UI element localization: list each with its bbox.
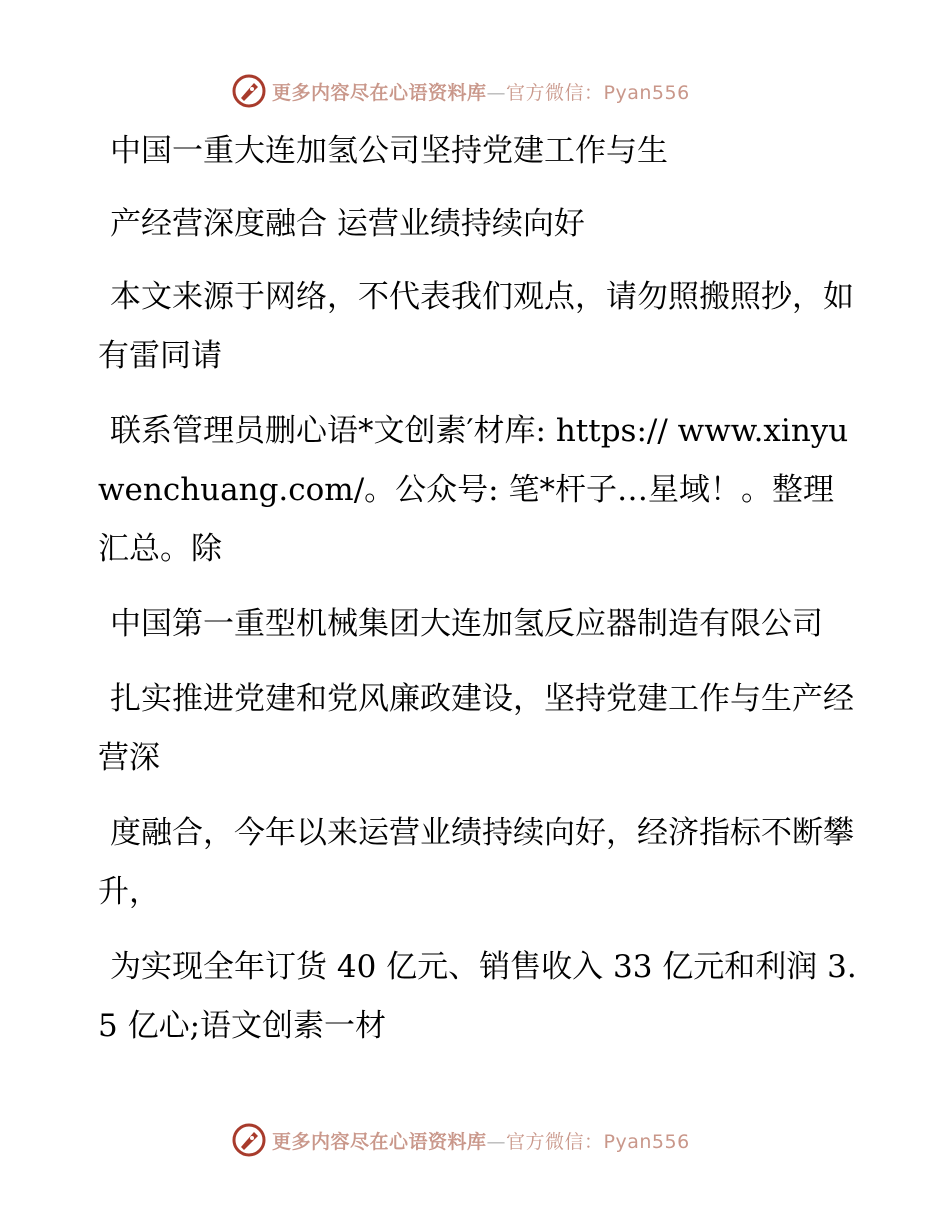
document-body xyxy=(98,122,858,1056)
title-line-2: 产经营深度融合 运营业绩持续向好 xyxy=(110,206,585,242)
pen-nib-logo-icon xyxy=(232,74,266,108)
watermark-separator: — xyxy=(486,81,507,104)
watermark-brand-text: 更多内容尽在心语资料库 xyxy=(272,81,487,104)
watermark-brand-text: 更多内容尽在心语资料库 xyxy=(272,1130,487,1153)
body-paragraph-3: 为实现全年订货 40 亿元、销售收入 33 亿元和利润 3.5 亿心;语文创素一材 xyxy=(98,949,857,1044)
body-paragraph-1: 扎实推进党建和党风廉政建设，坚持党建工作与生产经营深 xyxy=(98,681,854,776)
pen-nib-logo-icon xyxy=(232,1123,266,1157)
body-paragraph-2: 度融合，今年以来运营业绩持续向好，经济指标不断攀升， xyxy=(98,815,854,910)
watermark-wechat-text: 官方微信：Pyan556 xyxy=(506,1130,690,1153)
title-line-1: 中国一重大连加氢公司坚持党建工作与生 xyxy=(110,133,668,169)
company-name: 中国第一重型机械集团大连加氢反应器制造有限公司 xyxy=(110,606,823,642)
source-disclaimer: 本文来源于网络，不代表我们观点，请勿照搬照抄，如有雷同请 xyxy=(98,279,854,374)
watermark-wechat-text: 官方微信：Pyan556 xyxy=(506,81,690,104)
footer-watermark xyxy=(232,1120,752,1160)
contact-info: 联系管理员删心语*文创素′材库: https:// www.xinyuwenchuang.com/。公众号: 笔*杆子…星域！。整理汇总。除 xyxy=(98,413,849,567)
header-watermark xyxy=(232,71,752,111)
watermark-separator: — xyxy=(486,1130,507,1153)
